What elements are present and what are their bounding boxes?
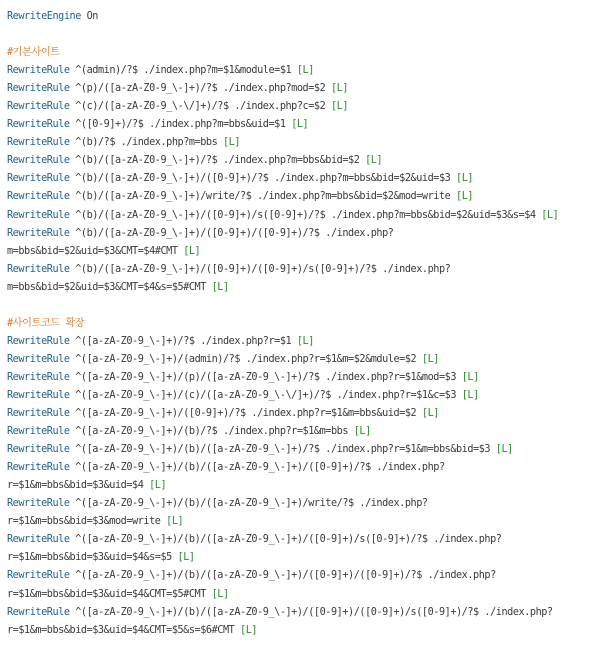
rewrite-flag: [L] xyxy=(222,137,241,149)
code-line xyxy=(7,405,597,423)
directive-keyword: RewriteRule xyxy=(7,65,70,77)
code-text: ^(b)/([a-zA-Z0-9_\-]+)/([0-9]+)/([0-9]+)/s([0-9]+)/?$ ./index.php? xyxy=(69,263,451,275)
rewrite-flag: [L] xyxy=(296,335,314,347)
rewrite-flag: [L] xyxy=(541,209,559,221)
directive-keyword: RewriteRule xyxy=(7,101,70,113)
directive-keyword: RewriteRule xyxy=(7,606,70,618)
rewrite-flag: [L] xyxy=(211,281,229,293)
code-text: ^([a-zA-Z0-9_\-]+)/(b)/([a-zA-Z0-9_\-]+)/([0-9]+)/s([0-9]+)/?$ ./index.php? xyxy=(69,534,502,546)
code-text: ^(b)/([a-zA-Z0-9_\-]+)/([0-9]+)/s([0-9]+)/?$ ./index.php?m=bbs&bid=$2&uid=$3&s=$4 xyxy=(69,209,542,221)
code-text: ^([a-zA-Z0-9_\-]+)/(p)/([a-zA-Z0-9_\-]+)/?$ ./index.php?r=$1&mod=$3 xyxy=(69,371,462,383)
rewrite-flag: [L] xyxy=(296,65,314,77)
directive-keyword: RewriteRule xyxy=(7,498,70,510)
code-text: ^([a-zA-Z0-9_\-]+)/(admin)/?$ ./index.php?r=$1&m=$2&mdule=$2 xyxy=(69,353,422,365)
code-text: ^(c)/([a-zA-Z0-9_\-\/]+)/?$ ./index.php?c=$2 xyxy=(69,101,331,113)
code-text: ^([a-zA-Z0-9_\-]+)/(b)/?$ ./index.php?r=$1&m=bbs xyxy=(69,426,354,438)
blank-line xyxy=(7,297,597,315)
code-line xyxy=(7,225,597,243)
code-line xyxy=(7,477,597,495)
code-line xyxy=(7,44,597,62)
rewrite-flag: [L] xyxy=(421,353,439,365)
code-text: ^(b)/([a-zA-Z0-9_\-]+)/([0-9]+)/([0-9]+)/?$ ./index.php? xyxy=(69,227,394,239)
code-line xyxy=(7,441,597,459)
code-text: ^([a-zA-Z0-9_\-]+)/?$ ./index.php?r=$1 xyxy=(69,335,297,347)
code-text: ^(admin)/?$ ./index.php?m=$1&module=$1 xyxy=(69,65,297,77)
code-line xyxy=(7,116,597,134)
code-line xyxy=(7,549,597,567)
code-text: ^([a-zA-Z0-9_\-]+)/(c)/([a-zA-Z0-9_\-\/]+)/?$ ./index.php?r=$1&c=$3 xyxy=(69,389,462,401)
code-line xyxy=(7,62,597,80)
code-line xyxy=(7,622,597,640)
code-line xyxy=(7,152,597,170)
code-line xyxy=(7,387,597,405)
rewrite-flag: [L] xyxy=(183,245,201,257)
code-line xyxy=(7,513,597,531)
code-line xyxy=(7,351,597,369)
code-text: r=$1&m=bbs&bid=$3&mod=write xyxy=(7,516,167,528)
code-line xyxy=(7,279,597,297)
htaccess-code-block xyxy=(7,8,597,640)
code-text: ^([0-9]+)/?$ ./index.php?m=bbs&uid=$1 xyxy=(69,119,292,131)
rewrite-flag: [L] xyxy=(166,516,184,528)
code-line xyxy=(7,188,597,206)
code-text: m=bbs&bid=$2&uid=$3&CMT=$4&s=$5#CMT xyxy=(7,281,212,293)
code-line xyxy=(7,423,597,441)
rewrite-flag: [L] xyxy=(495,444,513,456)
directive-keyword: RewriteRule xyxy=(7,227,70,239)
rewrite-flag: [L] xyxy=(461,371,479,383)
rewrite-flag: [L] xyxy=(330,101,349,113)
directive-keyword: RewriteRule xyxy=(7,263,70,275)
directive-keyword: RewriteRule xyxy=(7,462,70,474)
rewrite-flag: [L] xyxy=(240,624,258,636)
rewrite-flag: [L] xyxy=(330,83,349,95)
code-text: m=bbs&bid=$2&uid=$3&CMT=$4#CMT xyxy=(7,245,184,257)
code-line xyxy=(7,80,597,98)
code-text: r=$1&m=bbs&bid=$3&uid=$4&CMT=$5&s=$6#CMT xyxy=(7,624,241,636)
directive-keyword: RewriteRule xyxy=(7,389,70,401)
code-text: ^(b)/([a-zA-Z0-9_\-]+)/write/?$ ./index.php?m=bbs&bid=$2&mod=write xyxy=(69,191,457,203)
directive-keyword: RewriteRule xyxy=(7,83,70,95)
rewrite-flag: [L] xyxy=(211,588,229,600)
code-line xyxy=(7,8,597,26)
code-text: ^([a-zA-Z0-9_\-]+)/([0-9]+)/?$ ./index.php?r=$1&m=bbs&uid=$2 xyxy=(69,408,422,420)
directive-keyword: RewriteRule xyxy=(7,426,70,438)
rewrite-flag: [L] xyxy=(353,426,371,438)
directive-keyword: RewriteEngine xyxy=(7,11,81,22)
code-text: ^(p)/([a-zA-Z0-9_\-]+)/?$ ./index.php?mod=$2 xyxy=(69,83,331,95)
directive-keyword: RewriteRule xyxy=(7,209,70,221)
code-line xyxy=(7,134,597,152)
rewrite-flag: [L] xyxy=(421,408,439,420)
directive-keyword: RewriteRule xyxy=(7,353,70,365)
code-text: r=$1&m=bbs&bid=$3&uid=$4&CMT=$5#CMT xyxy=(7,588,212,600)
code-line xyxy=(7,586,597,604)
directive-keyword: RewriteRule xyxy=(7,191,70,203)
directive-keyword: RewriteRule xyxy=(7,371,70,383)
directive-keyword: RewriteRule xyxy=(7,335,70,347)
directive-keyword: RewriteRule xyxy=(7,570,70,582)
code-line xyxy=(7,333,597,351)
code-line xyxy=(7,495,597,513)
section-comment: #기본사이트 xyxy=(7,47,60,59)
code-text: ^([a-zA-Z0-9_\-]+)/(b)/([a-zA-Z0-9_\-]+)/write/?$ ./index.php? xyxy=(69,498,428,510)
code-text: r=$1&m=bbs&bid=$3&uid=$4 xyxy=(7,480,150,492)
code-line xyxy=(7,531,597,549)
code-line xyxy=(7,261,597,279)
code-line xyxy=(7,315,597,333)
code-text: ^([a-zA-Z0-9_\-]+)/(b)/([a-zA-Z0-9_\-]+)/([0-9]+)/([0-9]+)/?$ ./index.php? xyxy=(69,570,496,582)
directive-keyword: RewriteRule xyxy=(7,137,70,149)
blank-line xyxy=(7,26,597,44)
rewrite-flag: [L] xyxy=(149,480,167,492)
code-text: ^(b)/?$ ./index.php?m=bbs xyxy=(69,137,223,149)
code-line xyxy=(7,207,597,225)
rewrite-flag: [L] xyxy=(456,191,474,203)
code-line xyxy=(7,567,597,585)
directive-keyword: RewriteRule xyxy=(7,119,70,131)
rewrite-flag: [L] xyxy=(456,173,474,185)
directive-keyword: RewriteRule xyxy=(7,173,70,185)
code-line xyxy=(7,243,597,261)
rewrite-flag: [L] xyxy=(461,389,479,401)
section-comment: #사이트코드 확장 xyxy=(7,317,85,329)
directive-keyword: RewriteRule xyxy=(7,408,70,420)
directive-keyword: RewriteRule xyxy=(7,155,70,167)
code-text: ^([a-zA-Z0-9_\-]+)/(b)/([a-zA-Z0-9_\-]+)/([0-9]+)/([0-9]+)/s([0-9]+)/?$ ./index.php? xyxy=(69,606,553,618)
code-text: ^(b)/([a-zA-Z0-9_\-]+)/([0-9]+)/?$ ./index.php?m=bbs&bid=$2&uid=$3 xyxy=(69,173,457,185)
code-text: ^([a-zA-Z0-9_\-]+)/(b)/([a-zA-Z0-9_\-]+)/?$ ./index.php?r=$1&m=bbs&bid=$3 xyxy=(69,444,496,456)
code-text: ^(b)/([a-zA-Z0-9_\-]+)/?$ ./index.php?m=bbs&bid=$2 xyxy=(69,155,366,167)
code-text: On xyxy=(80,11,98,22)
directive-keyword: RewriteRule xyxy=(7,444,70,456)
rewrite-flag: [L] xyxy=(365,155,383,167)
code-line xyxy=(7,98,597,116)
rewrite-flag: [L] xyxy=(291,119,309,131)
code-line xyxy=(7,459,597,477)
code-line xyxy=(7,369,597,387)
code-line xyxy=(7,170,597,188)
code-text: ^([a-zA-Z0-9_\-]+)/(b)/([a-zA-Z0-9_\-]+)/([0-9]+)/?$ ./index.php? xyxy=(69,462,445,474)
code-text: r=$1&m=bbs&bid=$3&uid=$4&s=$5 xyxy=(7,552,178,564)
code-line xyxy=(7,604,597,622)
rewrite-flag: [L] xyxy=(177,552,195,564)
directive-keyword: RewriteRule xyxy=(7,534,70,546)
